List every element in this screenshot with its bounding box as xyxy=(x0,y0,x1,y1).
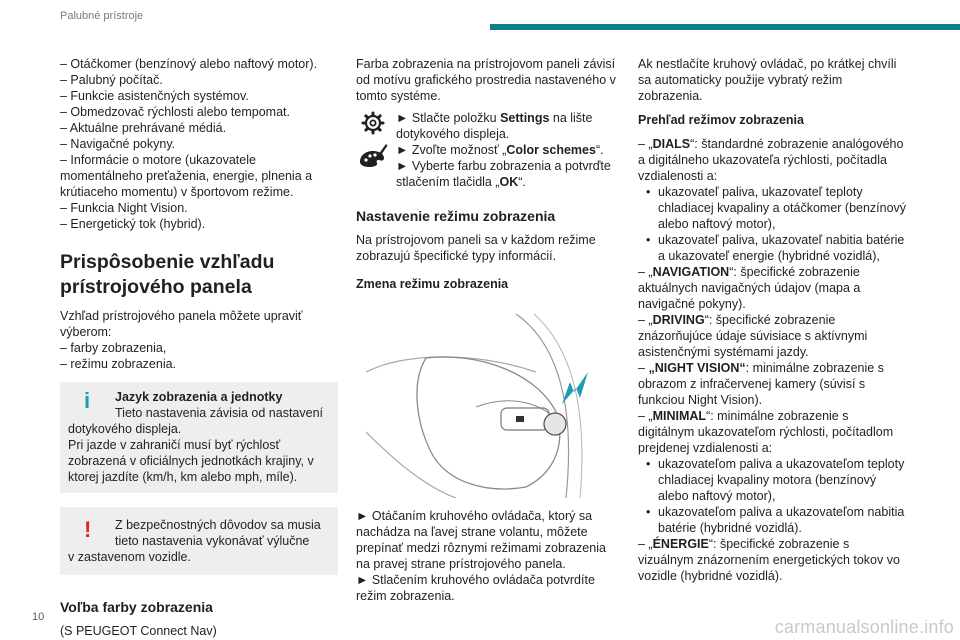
bullet-text: ukazovateľom paliva a ukazovateľom teploty chladiacej kvapaliny motora (benzínový alebo naftový motor), xyxy=(658,457,905,503)
step-rotate: ► Otáčaním kruhového ovládača, ktorý sa nachádza na ľavej strane volantu, môžete prepínať medzi rôznymi režimami zobrazenia na pravej strane prístrojového panela. xyxy=(356,509,606,571)
mode-name: DRIVING xyxy=(652,313,705,327)
mode-minimal xyxy=(638,408,908,456)
list-item: – Palubný počítač. xyxy=(60,73,163,87)
running-header: Palubné prístroje xyxy=(60,10,144,22)
info-box-text: dotykového displeja. Pri jazde v zahraničí musí byť rýchlosť zobrazená v oficiálnych jednotkách krajiny, v ktorej jazdíte (km/h, km alebo mph, míle). xyxy=(68,422,314,484)
mode-text: “: štandardné zobrazenie analógového a digitálneho ukazovateľa rýchlosti, počítadla vzdialenosti a: xyxy=(638,137,904,183)
mode-text: – xyxy=(638,361,649,375)
mode-text: “: špecifické zobrazenie s vizuálnym znázornením energetických tokov vo vozidle (hybridné vozidlá). xyxy=(638,537,900,583)
step-keyword: Color schemes xyxy=(506,143,596,157)
steering-wheel-illustration xyxy=(366,312,616,498)
bullet-mark: • xyxy=(646,185,651,199)
mode-navigation xyxy=(638,264,908,312)
list-item: – Otáčkomer (benzínový alebo naftový motor). xyxy=(60,57,318,71)
list-item: – Obmedzovač rýchlosti alebo tempomat. xyxy=(60,105,290,119)
mode-dials xyxy=(638,136,908,184)
column-middle xyxy=(356,56,620,604)
mode-text: “: špecifické zobrazenie aktuálnych navigačných údajov (mapa a navigačné pokyny). xyxy=(638,265,861,311)
gear-icon xyxy=(360,110,386,136)
mode-name: „NIGHT VISION“ xyxy=(648,361,746,375)
paragraph: Farba zobrazenia na prístrojovom paneli závisí od motívu grafického prostredia nastaveného v tomto systéme. xyxy=(356,57,616,103)
page-number: 10 xyxy=(32,611,45,623)
section-intro: Vzhľad prístrojového panela môžete upraviť výberom: xyxy=(60,309,303,339)
column-left xyxy=(60,56,338,639)
list-item: – Informácie o motore (ukazovatele momentálneho preťaženia, energie, plnenia a krútiaceho momentu) v športovom režime. xyxy=(60,153,313,199)
bullet-text: ukazovateľ paliva, ukazovateľ teploty chladiacej kvapaliny a otáčkomer (benzínový alebo naftový motor), xyxy=(658,185,907,231)
bullet-item xyxy=(638,184,908,232)
header-accent-bar xyxy=(490,24,960,30)
bullet-mark: • xyxy=(646,457,651,471)
step-text: ► Zvoľte možnosť „ xyxy=(396,143,507,157)
note-text: (S PEUGEOT Connect Nav) xyxy=(60,624,217,638)
step-text: “. xyxy=(518,175,526,189)
mode-text: – „ xyxy=(638,265,653,279)
bullet-mark: • xyxy=(646,505,651,519)
paragraph: Ak nestlačíte kruhový ovládač, po krátkej chvíli sa automaticky použije vybratý režim zobrazenia. xyxy=(638,57,897,103)
bullet-item xyxy=(638,504,908,536)
mode-text: – „ xyxy=(638,409,653,423)
warning-line: tieto nastavenia vykonávať výlučne xyxy=(115,534,310,548)
step-text: ► Stlačte položku xyxy=(396,111,501,125)
step-text: ► Vyberte farbu zobrazenia a potvrďte stlačením tlačidla „ xyxy=(396,159,611,189)
paint-brush-icon xyxy=(358,142,388,168)
warning-line: Z bezpečnostných dôvodov sa musia xyxy=(115,518,321,532)
list-item: – Funkcie asistenčných systémov. xyxy=(60,89,249,103)
mode-text: – „ xyxy=(638,313,653,327)
warning-text: v zastavenom vozidle. xyxy=(68,550,191,564)
step-text: na lište dotykového displeja. xyxy=(396,111,593,141)
mode-name: ÉNERGIE xyxy=(652,537,709,551)
mode-night-vision xyxy=(638,360,908,408)
mode-name: MINIMAL xyxy=(652,409,707,423)
mode-text: “: špecifické zobrazenie znázorňujúce údaje súvisiace s aktívnymi asistenčnými systémami jazdy. xyxy=(638,313,868,359)
section-heading-mode: Nastavenie režimu zobrazenia xyxy=(356,208,556,224)
bullet-text: ukazovateľom paliva a ukazovateľom nabitia batérie (hybridné vozidlá). xyxy=(658,505,905,535)
option-item: – režimu zobrazenia. xyxy=(60,357,177,371)
info-box-title: Jazyk zobrazenia a jednotky xyxy=(115,390,283,404)
mode-text: – „ xyxy=(638,537,653,551)
bullet-item xyxy=(638,456,908,504)
mode-energie xyxy=(638,536,908,584)
subheading-overview: Prehľad režimov zobrazenia xyxy=(638,113,804,127)
mode-text: : minimálne zobrazenie s obrazom z infračervenej kamery (súvisí s funkciou Night Vision). xyxy=(638,361,884,407)
watermark-text: carmanualsonline.info xyxy=(774,617,954,637)
section-heading-customize: Prispôsobenie vzhľadu prístrojového panela xyxy=(60,251,275,298)
bullet-text: ukazovateľ paliva, ukazovateľ nabitia batérie a ukazovateľ energie (hybridné vozidlá), xyxy=(658,233,905,263)
bullet-item xyxy=(638,232,908,264)
step-press: ► Stlačením kruhového ovládača potvrdíte režim zobrazenia. xyxy=(356,573,595,603)
bullet-mark: • xyxy=(646,233,651,247)
step-keyword: Settings xyxy=(500,111,550,125)
info-box-line: Tieto nastavenia závisia od nastavení xyxy=(115,406,323,420)
step-keyword: OK xyxy=(499,175,519,189)
subheading-change-mode: Zmena režimu zobrazenia xyxy=(356,277,509,291)
list-item: – Energetický tok (hybrid). xyxy=(60,217,206,231)
warning-icon: ! xyxy=(84,517,92,542)
info-box xyxy=(60,382,338,493)
section-heading-color: Voľba farby zobrazenia xyxy=(60,599,213,615)
mode-name: DIALS xyxy=(652,137,691,151)
list-item: – Navigačné pokyny. xyxy=(60,137,176,151)
mode-text: “: minimálne zobrazenie s digitálnym ukazovateľom rýchlosti, počítadlom prejdenej vzdialenosti a: xyxy=(638,409,894,455)
list-item: – Aktuálne prehrávané médiá. xyxy=(60,121,227,135)
warning-box xyxy=(60,507,338,575)
mode-driving xyxy=(638,312,908,360)
step-settings xyxy=(356,110,620,142)
mode-name: NAVIGATION xyxy=(652,265,730,279)
column-right xyxy=(638,56,908,584)
paragraph: Na prístrojovom paneli sa v každom režime zobrazujú špecifické typy informácií. xyxy=(356,233,596,263)
option-item: – farby zobrazenia, xyxy=(60,341,167,355)
list-item: – Funkcia Night Vision. xyxy=(60,201,188,215)
step-choose-color xyxy=(396,158,620,190)
info-icon: i xyxy=(84,388,91,413)
step-text: “. xyxy=(595,143,604,157)
step-color-schemes xyxy=(356,142,620,158)
mode-text: – „ xyxy=(638,137,653,151)
